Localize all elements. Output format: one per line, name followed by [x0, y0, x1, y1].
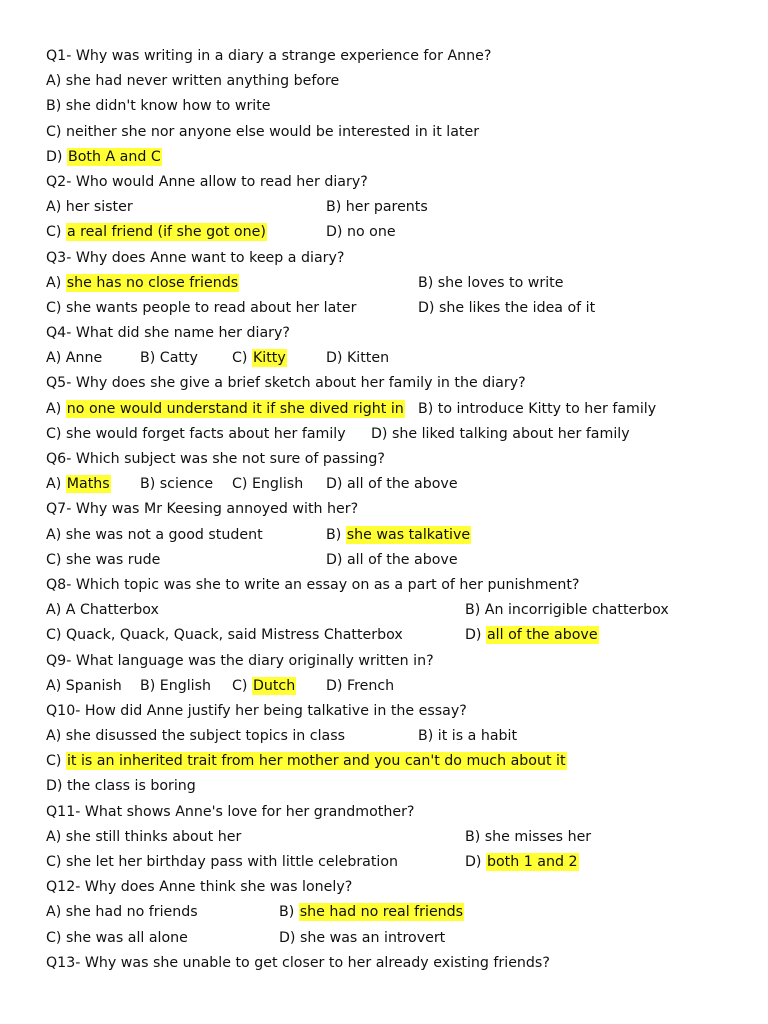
question-prompt: Q1- Why was writing in a diary a strange experience for Anne? — [46, 48, 492, 64]
option-letter: A) — [46, 73, 66, 90]
option-letter: B) — [326, 199, 346, 216]
answer-option[interactable] — [46, 774, 196, 799]
question-9 — [46, 649, 726, 674]
answer-option[interactable] — [46, 397, 405, 422]
options-row — [46, 548, 726, 573]
options-row — [46, 623, 726, 648]
options-row — [46, 472, 726, 497]
answer-option[interactable] — [326, 195, 428, 220]
highlighted-answer: Dutch — [252, 677, 296, 694]
option-letter: D) — [326, 350, 347, 367]
answer-option[interactable] — [418, 271, 563, 296]
question-prompt: Q12- Why does Anne think she was lonely? — [46, 879, 353, 896]
option-letter: C) — [46, 299, 66, 316]
options-row — [46, 145, 726, 170]
option-letter: A) — [46, 274, 66, 291]
question-12 — [46, 875, 726, 900]
answer-option[interactable] — [326, 346, 389, 371]
question-3 — [46, 246, 726, 271]
options-row — [46, 94, 726, 119]
option-text: all of the above — [346, 551, 458, 568]
options-row — [46, 296, 726, 321]
option-letter: D) — [279, 929, 300, 946]
option-letter: C) — [46, 627, 66, 644]
answer-option[interactable] — [46, 271, 239, 296]
answer-option[interactable] — [46, 623, 403, 648]
option-text: she let her birthday pass with little celebration — [65, 854, 399, 870]
option-letter: B) — [140, 476, 160, 493]
answer-option[interactable] — [46, 145, 162, 170]
option-letter: C) — [46, 929, 66, 946]
worksheet — [46, 44, 726, 976]
option-letter: C) — [46, 551, 66, 568]
answer-option[interactable] — [465, 598, 669, 623]
option-text: she liked talking about her family — [391, 425, 630, 442]
options-row — [46, 397, 726, 422]
option-text: she was rude — [65, 551, 161, 568]
option-letter: C) — [232, 677, 252, 694]
option-text: Spanish — [65, 677, 122, 694]
answer-option[interactable] — [46, 472, 111, 497]
options-row — [46, 598, 726, 623]
option-text: Anne — [65, 350, 103, 367]
answer-option[interactable] — [46, 346, 102, 371]
option-letter: D) — [326, 476, 347, 493]
options-row — [46, 724, 726, 749]
option-letter: C) — [232, 476, 252, 493]
option-text: neither she nor anyone else would be interested in it later — [65, 123, 480, 140]
question-13 — [46, 951, 726, 976]
option-text: her parents — [345, 199, 428, 216]
option-letter: A) — [46, 526, 66, 543]
option-text: she wants people to read about her later — [65, 299, 357, 316]
option-text: she likes the idea of it — [438, 299, 596, 316]
options-row — [46, 850, 726, 875]
option-text: English — [251, 476, 304, 493]
answer-option[interactable] — [46, 523, 263, 548]
option-letter: B) — [465, 828, 485, 845]
option-letter: C) — [46, 224, 66, 241]
option-text: she loves to write — [437, 274, 564, 291]
option-letter: A) — [46, 350, 66, 367]
option-text: she was an introvert — [299, 929, 446, 946]
answer-option[interactable] — [418, 296, 595, 321]
option-letter: B) — [418, 728, 438, 745]
option-text: Quack, Quack, Quack, said Mistress Chatterbox — [65, 627, 403, 644]
answer-option[interactable] — [46, 850, 398, 875]
option-letter: A) — [46, 677, 66, 694]
answer-option[interactable] — [46, 422, 346, 447]
question-prompt: Q5- Why does she give a brief sketch about her family in the diary? — [46, 375, 526, 392]
answer-option[interactable] — [46, 195, 133, 220]
highlighted-answer: she has no close friends — [66, 274, 239, 291]
option-letter: C) — [46, 753, 66, 770]
option-letter: A) — [46, 602, 66, 619]
option-text: Catty — [159, 350, 198, 367]
option-letter: D) — [326, 551, 347, 568]
answer-option[interactable] — [232, 346, 287, 371]
answer-option[interactable] — [46, 296, 356, 321]
option-text: science — [159, 476, 214, 493]
option-text: she disussed the subject topics in class — [65, 728, 346, 745]
options-row — [46, 120, 726, 145]
options-row — [46, 774, 726, 799]
option-letter: A) — [46, 728, 66, 745]
answer-option[interactable] — [326, 523, 471, 548]
option-letter: A) — [46, 476, 66, 493]
answer-option[interactable] — [46, 69, 339, 94]
options-row — [46, 674, 726, 699]
option-letter: D) — [326, 677, 347, 694]
answer-option[interactable] — [326, 674, 394, 699]
answer-option[interactable] — [232, 674, 296, 699]
answer-option[interactable] — [232, 472, 303, 497]
question-prompt: Q8- Which topic was she to write an essay on as a part of her punishment? — [46, 576, 580, 593]
answer-option[interactable] — [46, 825, 241, 850]
options-row — [46, 825, 726, 850]
answer-option[interactable] — [326, 472, 458, 497]
highlighted-answer: no one would understand it if she dived right in — [66, 400, 404, 417]
option-letter: B) — [326, 526, 346, 543]
option-text: she had no friends — [65, 904, 198, 921]
answer-option[interactable] — [371, 422, 630, 447]
answer-option[interactable] — [46, 749, 567, 774]
option-letter: D) — [326, 224, 347, 241]
answer-option[interactable] — [46, 548, 160, 573]
option-text: she was all alone — [65, 929, 188, 946]
option-letter: B) — [418, 274, 438, 291]
option-letter: A) — [46, 400, 66, 417]
question-prompt: Q9- What language was the diary originally written in? — [46, 652, 434, 669]
option-letter: C) — [46, 854, 66, 870]
option-text: Kitten — [346, 350, 390, 367]
option-letter: C) — [46, 425, 66, 442]
option-text: An incorrigible chatterbox — [484, 602, 669, 619]
option-letter: B) — [46, 98, 66, 115]
option-letter: B) — [279, 904, 299, 921]
question-prompt: Q7- Why was Mr Keesing annoyed with her? — [46, 501, 359, 518]
answer-option[interactable] — [46, 598, 159, 623]
highlighted-answer: it is an inherited trait from her mother and you can't do much about it — [66, 753, 566, 770]
answer-option[interactable] — [140, 472, 213, 497]
options-row — [46, 69, 726, 94]
option-letter: C) — [46, 123, 66, 140]
option-text: she didn't know how to write — [65, 98, 271, 115]
highlighted-answer: she had no real friends — [299, 904, 464, 921]
question-10 — [46, 699, 726, 724]
option-text: she would forget facts about her family — [65, 425, 346, 442]
answer-option[interactable] — [465, 623, 599, 648]
option-letter: B) — [465, 602, 485, 619]
question-7 — [46, 497, 726, 522]
options-row — [46, 271, 726, 296]
answer-option[interactable] — [46, 724, 345, 749]
options-row — [46, 900, 726, 925]
highlighted-answer: all of the above — [486, 627, 598, 644]
option-text: to introduce Kitty to her family — [437, 400, 657, 417]
option-letter: B) — [140, 350, 160, 367]
option-letter: D) — [46, 148, 67, 165]
question-4 — [46, 321, 726, 346]
highlighted-answer: a real friend (if she got one) — [66, 224, 266, 241]
question-1 — [46, 44, 726, 69]
option-letter: B) — [418, 400, 438, 417]
option-letter: A) — [46, 828, 66, 845]
option-text: it is a habit — [437, 728, 518, 745]
highlighted-answer: Kitty — [252, 350, 286, 367]
option-letter: D) — [371, 425, 392, 442]
option-text: no one — [346, 224, 396, 241]
highlighted-answer: Both A and C — [67, 148, 161, 165]
option-text: all of the above — [346, 476, 458, 493]
answer-option[interactable] — [46, 900, 198, 925]
option-letter: A) — [46, 199, 66, 216]
answer-option[interactable] — [465, 825, 591, 850]
options-row — [46, 346, 726, 371]
answer-option[interactable] — [46, 674, 122, 699]
question-prompt: Q10- How did Anne justify her being talkative in the essay? — [46, 702, 467, 719]
question-8 — [46, 573, 726, 598]
answer-option[interactable] — [418, 397, 656, 422]
option-letter: D) — [465, 627, 486, 644]
question-11 — [46, 800, 726, 825]
option-text: her sister — [65, 199, 133, 216]
answer-option[interactable] — [326, 220, 396, 245]
answer-option[interactable] — [46, 94, 271, 119]
question-prompt: Q6- Which subject was she not sure of passing? — [46, 451, 385, 467]
question-prompt: Q3- Why does Anne want to keep a diary? — [46, 249, 345, 266]
option-letter: C) — [232, 350, 252, 367]
option-letter: D) — [465, 854, 486, 870]
option-letter: D) — [418, 299, 439, 316]
options-row — [46, 926, 726, 951]
highlighted-answer: Maths — [66, 476, 110, 493]
highlighted-answer: she was talkative — [346, 526, 471, 543]
option-text: she still thinks about her — [65, 828, 242, 845]
question-prompt: Q4- What did she name her diary? — [46, 325, 290, 342]
option-text: English — [159, 677, 212, 694]
option-letter: D) — [46, 778, 67, 795]
answer-option[interactable] — [465, 850, 579, 875]
options-row — [46, 195, 726, 220]
option-letter: A) — [46, 904, 66, 921]
option-text: she had never written anything before — [65, 73, 340, 90]
option-text: she misses her — [484, 828, 592, 845]
option-text: French — [346, 677, 395, 694]
question-prompt: Q11- What shows Anne's love for her grandmother? — [46, 803, 415, 820]
question-prompt: Q13- Why was she unable to get closer to her already existing friends? — [46, 954, 550, 971]
option-letter: B) — [140, 677, 160, 694]
answer-option[interactable] — [140, 674, 211, 699]
question-5 — [46, 371, 726, 396]
options-row — [46, 422, 726, 447]
highlighted-answer: both 1 and 2 — [486, 854, 578, 870]
option-text: the class is boring — [66, 778, 196, 795]
option-text: she was not a good student — [65, 526, 263, 543]
answer-option[interactable] — [279, 926, 445, 951]
answer-option[interactable] — [279, 900, 464, 925]
answer-option[interactable] — [418, 724, 517, 749]
question-2 — [46, 170, 726, 195]
answer-option[interactable] — [46, 120, 479, 145]
answer-option[interactable] — [326, 548, 458, 573]
options-row — [46, 749, 726, 774]
question-prompt: Q2- Who would Anne allow to read her diary? — [46, 173, 368, 190]
option-text: A Chatterbox — [65, 602, 159, 619]
options-row — [46, 220, 726, 245]
answer-option[interactable] — [46, 926, 188, 951]
options-row — [46, 523, 726, 548]
question-6 — [46, 447, 726, 472]
answer-option[interactable] — [46, 220, 267, 245]
answer-option[interactable] — [140, 346, 198, 371]
